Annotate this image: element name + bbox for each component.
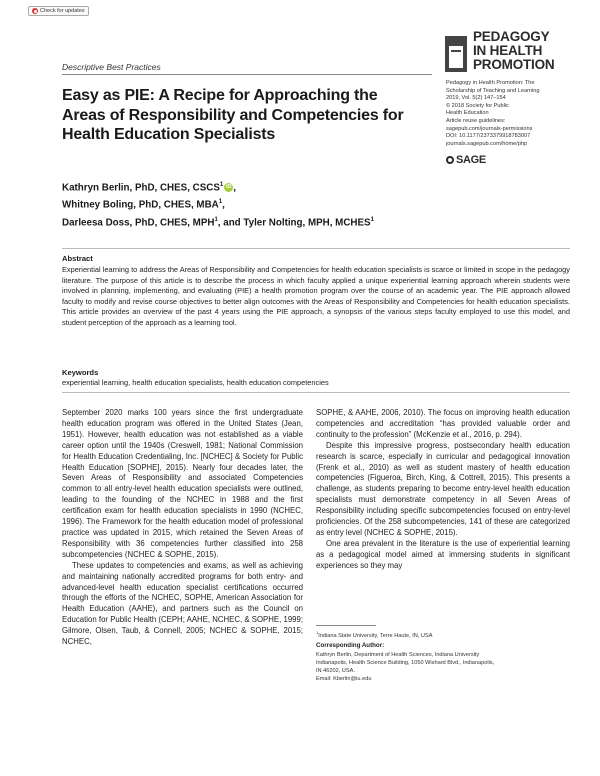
corresponding-author-heading: Corresponding Author:	[316, 642, 385, 649]
body-paragraph: SOPHE, & AAHE, 2006, 2010). The focus on improving health education competencies and accreditation “has provided valuable order and continuity to the profession” (McKenzie et al., 2016, p. 294).	[316, 408, 570, 439]
logo-line-1: PEDAGOGY	[473, 29, 550, 44]
journal-home-link[interactable]: journals.sagepub.com/home/php	[446, 140, 528, 147]
journal-logo-text	[473, 30, 554, 72]
author-name: Kathryn Berlin, PhD, CHES, CSCS	[62, 182, 220, 194]
body-paragraph: These updates to competencies and exams, as well as achieving and maintaining nationally accredited programs for both entry- and advanced-level health education specialist certifications occurred through the efforts of the NCHEC, SOPHE, American Association for Health Education (AAHE), and partners such as the Council on Education for Public Health (CEPH; AAHE, NCHEC, & SOPHE, 1999; Gilmore, Olsen, Taub, & Connell, 2005; NCHEC & SOPHE, 2015; NCHEC,	[62, 560, 303, 647]
corr-email[interactable]: Email: Kberlin@iu.edu	[316, 676, 372, 682]
keywords-heading: Keywords	[62, 368, 99, 377]
check-for-updates-label: Check for updates	[40, 8, 85, 14]
meta-line: Article reuse guidelines:	[446, 117, 506, 124]
publisher-name: SAGE	[456, 154, 486, 166]
footnote-divider	[316, 625, 376, 626]
author-name: , and Tyler Nolting, MPH, MCHES	[217, 216, 371, 228]
author-name: Darleesa Doss, PhD, CHES, MPH	[62, 216, 215, 228]
meta-line: 2019, Vol. 5(2) 147–154	[446, 95, 506, 102]
body-paragraph: Despite this impressive progress, postsecondary health education research is scarce, especially in curricular and pedagogical innovation (Frenk et al., 2010) as well as student mastery of health education competencies (Figueroa, Birch, King, & Cottrell, 2015). This presents a challenge, as students preparing to become entry-level health education specialists must demonstrate competency in all Seven Areas of Responsibility including specific subcompetencies focused on entry-level proficiencies. Of the 258 subcompetencies, 141 of these are categorized as entry level (NCHEC & SOPHE, 2015).	[316, 440, 570, 537]
affiliation-footnote	[316, 630, 432, 639]
body-column-left	[62, 408, 303, 648]
meta-line: © 2018 Society for Public	[446, 102, 509, 109]
author-list: Kathryn Berlin, PhD, CHES, CSCS$^1$ iD , Whitney Boling, PhD, CHES, MBA$^1$, Darleesa Doss, PhD, CHES, MPH$^1$, and Tyler Nolting, MPH, MCHES$^1$	[62, 182, 374, 228]
body-paragraph: One area prevalent in the literature is the use of experiential learning as a pedagogical model aimed at immersing students in significant experiences so they may	[316, 538, 570, 570]
affiliation-sup: 1	[214, 216, 218, 223]
crossmark-icon	[32, 8, 38, 14]
keywords-divider	[62, 392, 570, 393]
abstract-text: Experiential learning to address the Areas of Responsibility and Competencies for health education specialists is scarce or limited in scope in the pedagogy literature. The purpose of this article is to describe the process in which faculty applied a unique experiential learning approach wherein students were involved in planning, implementing, and evaluating (PIE) a health promotion program over the course of an academic year. The PIE approach allowed faculty to modify and revise course objectives to better align outcomes with the Areas of Responsibility and Competencies for health education specialists. This article provides an overview of the past 4 years using the PIE approach, a synopsis of the various steps faculty employed to use this model, and student perception of the approach as a learning tool.	[62, 265, 570, 327]
doi-link[interactable]: DOI: 10.1177/2373379918783007	[446, 133, 531, 140]
corr-line: Kathryn Berlin, Department of Health Sciences, Indiana University	[316, 652, 480, 658]
footnote-sup: 1	[316, 630, 319, 635]
meta-line: Pedagogy in Health Promotion: The	[446, 80, 535, 86]
permissions-link[interactable]: sagepub.com/journals-permissions	[446, 125, 533, 132]
orcid-icon[interactable]: iD	[225, 184, 232, 191]
footnote-text: Indiana State University, Terre Haute, IN, USA	[318, 632, 433, 639]
sage-icon	[446, 156, 454, 164]
corr-line: Indianapolis, Health Science Building, 1050 Wishard Blvd., Indianapolis,	[316, 660, 495, 666]
author-name: Whitney Boling, PhD, CHES, MBA	[62, 199, 219, 211]
corresponding-author-details	[316, 651, 570, 683]
body-column-right	[316, 408, 570, 572]
affiliation-sup: 1	[370, 216, 374, 223]
header-divider	[62, 74, 432, 75]
affiliation-sup: 1	[218, 199, 223, 206]
affiliation-sup: 1	[219, 182, 224, 188]
journal-logo	[445, 28, 565, 76]
meta-line: Health Education	[446, 110, 489, 117]
corr-line: IN 46202, USA.	[316, 668, 355, 674]
journal-logo-mark-icon	[445, 36, 467, 72]
abstract-heading: Abstract	[62, 254, 93, 263]
check-for-updates-badge[interactable]	[28, 6, 89, 16]
article-title: Easy as PIE: A Recipe for Approaching the Areas of Responsibility and Competencies for Health Education Specialists	[62, 87, 404, 143]
publisher-logo	[446, 154, 486, 166]
logo-line-2: IN HEALTH	[473, 43, 543, 58]
section-label: Descriptive Best Practices	[62, 62, 161, 72]
keywords-text: experiential learning, health education specialists, health education competencies	[62, 378, 329, 387]
body-paragraph: September 2020 marks 100 years since the first undergraduate health education program was offered in the United States (Jean, 1951). However, health education was not established as a viable career option until the 1940s (Creswell, 1981; National Commission for Health Education Credentialing, Inc. [NCHEC] & Society for Public Health Education [SOPHE], 2015). Nearly four decades later, the Seven Areas of Responsibility and associated Competencies common to all entry-level health education specialists were outlined, leading to the founding of the NCHEC in 1988 and the first certification exam for health education specialists in 1990 (NCHEC, 1996). The Framework for the health education model of professional practice was updated in 2015, which retained the Seven Areas of Responsibility with 36 competencies further classified into 258 subcompetencies (NCHEC & SOPHE, 2015).	[62, 408, 303, 559]
logo-line-3: PROMOTION	[473, 57, 555, 72]
journal-meta	[446, 80, 566, 148]
meta-line: Scholarship of Teaching and Learning	[446, 87, 540, 94]
abstract-divider	[62, 248, 570, 249]
